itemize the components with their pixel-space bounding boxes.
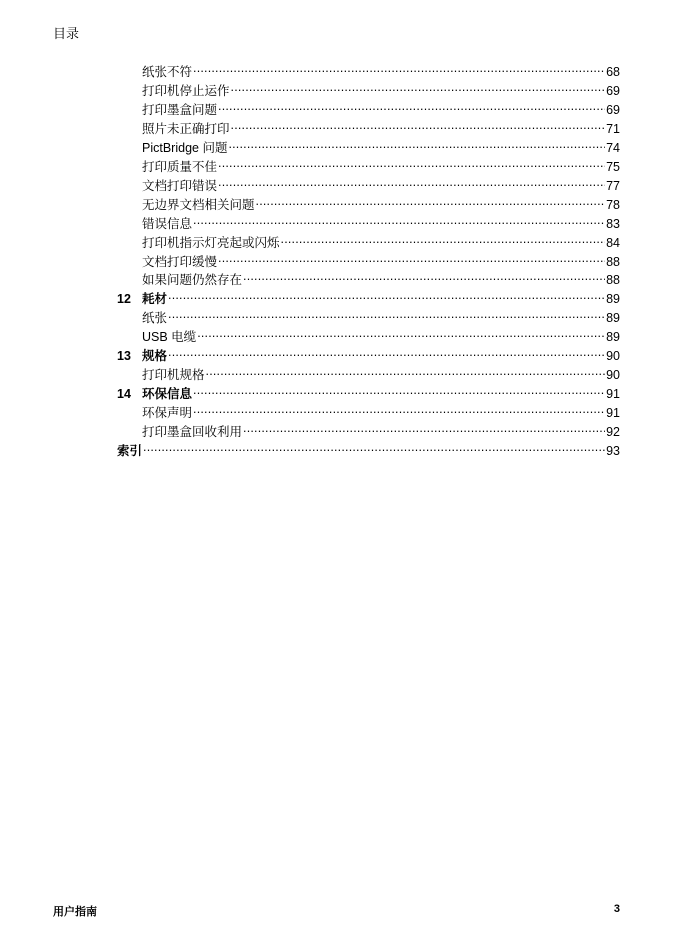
toc-page-number: 84 [606, 235, 620, 250]
toc-page-number: 90 [606, 368, 620, 383]
toc-entry-label: 无边界文档相关问题 [142, 197, 255, 212]
toc-entry-label: 文档打印错误 [142, 178, 218, 193]
toc-entry[interactable] [142, 363, 620, 383]
toc-page-number: 88 [606, 273, 620, 288]
toc-dot-leader [228, 136, 605, 152]
toc-entry-label: 索引 [117, 444, 143, 458]
toc-page-number: 90 [606, 349, 620, 364]
toc-entry-label: 文档打印缓慢 [142, 254, 218, 269]
toc-dot-leader [206, 363, 606, 379]
toc-page-number: 83 [606, 216, 620, 231]
toc-dot-leader [281, 231, 606, 247]
toc-page-number: 91 [606, 406, 620, 421]
toc-entry[interactable] [142, 420, 620, 440]
toc-entry[interactable] [117, 344, 620, 364]
toc-page-number: 89 [606, 311, 620, 326]
toc-dot-leader [193, 60, 605, 76]
toc-page-number: 69 [606, 83, 620, 98]
toc-entry-label: 错误信息 [142, 216, 193, 231]
toc-dot-leader [143, 439, 605, 455]
toc-dot-leader [218, 98, 605, 114]
toc-dot-leader [197, 325, 605, 341]
toc-entry[interactable] [142, 174, 620, 193]
toc-entry-label: 照片未正确打印 [142, 121, 230, 136]
toc-entry-label: PictBridge 问题 [142, 140, 228, 155]
toc-entry[interactable] [142, 193, 620, 212]
toc-dot-leader [243, 420, 605, 436]
toc-entry[interactable] [142, 79, 620, 98]
toc-page-number: 92 [606, 425, 620, 440]
toc-dot-leader [168, 287, 605, 303]
toc-entry[interactable] [142, 136, 620, 155]
toc-page-number: 77 [606, 178, 620, 193]
toc-entry[interactable] [142, 250, 620, 269]
toc-entry[interactable] [142, 212, 620, 231]
toc-chapter-number: 12 [117, 292, 131, 307]
toc-page-number: 78 [606, 197, 620, 212]
toc-chapter-number: 13 [117, 349, 131, 364]
toc-dot-leader [243, 268, 605, 284]
toc-page-number: 75 [606, 159, 620, 174]
toc-dot-leader [193, 212, 605, 228]
toc-page-number: 93 [606, 444, 620, 458]
toc-entry-label: 打印机停止运作 [142, 83, 230, 98]
toc-dot-leader [256, 193, 606, 209]
toc-entry-label: 打印墨盒回收利用 [142, 425, 243, 440]
toc-entry[interactable] [142, 117, 620, 136]
toc-page-number: 69 [606, 102, 620, 117]
toc-entry[interactable] [142, 155, 620, 174]
toc-entry-label: 规格 [142, 349, 168, 364]
toc-dot-leader [231, 79, 606, 95]
toc-dot-leader [168, 306, 605, 322]
toc-dot-leader [193, 382, 605, 398]
toc-dot-leader [193, 401, 605, 417]
toc-entry[interactable] [142, 401, 620, 421]
toc-entry-label: 如果问题仍然存在 [142, 273, 243, 288]
toc-entry[interactable] [142, 98, 620, 117]
toc-entry-label: 打印机规格 [142, 368, 205, 383]
toc-page-number: 88 [606, 254, 620, 269]
toc-entry-label: USB 电缆 [142, 330, 197, 345]
toc-page-number: 74 [606, 140, 620, 155]
toc-entry-label: 环保信息 [142, 387, 193, 402]
toc-entry[interactable] [142, 60, 620, 79]
toc-page-number: 68 [606, 65, 620, 79]
toc-entry[interactable] [117, 287, 620, 307]
toc-entry-label: 耗材 [142, 292, 168, 307]
toc-entry[interactable] [142, 231, 620, 250]
footer-page-number: 3 [613, 903, 620, 915]
toc-entry[interactable] [142, 268, 620, 288]
toc-page-number: 91 [606, 387, 620, 402]
toc-entry[interactable] [117, 382, 620, 402]
toc-entry-label: 打印质量不佳 [142, 159, 218, 174]
toc-entry-label: 纸张 [142, 311, 168, 326]
toc-chapter-number: 14 [117, 387, 131, 402]
footer-document-title: 用户指南 [53, 906, 97, 918]
toc-dot-leader [218, 250, 605, 266]
toc-page-number: 89 [606, 292, 620, 307]
toc-entry-label: 打印机指示灯亮起或闪烁 [142, 235, 280, 250]
toc-dot-leader [218, 174, 605, 190]
toc-entry[interactable] [142, 306, 620, 326]
toc-page-number: 89 [606, 330, 620, 345]
toc-entry-label: 打印墨盒问题 [142, 102, 218, 117]
toc-entry-label: 环保声明 [142, 406, 193, 421]
toc-dot-leader [218, 155, 605, 171]
page-header-title: 目录 [53, 26, 80, 41]
toc-dot-leader [168, 344, 605, 360]
toc-dot-leader [231, 117, 606, 133]
toc-entry[interactable] [142, 325, 620, 345]
toc-entry[interactable] [117, 439, 620, 458]
toc-entry-label: 纸张不符 [142, 65, 193, 79]
toc-page-number: 71 [606, 121, 620, 136]
